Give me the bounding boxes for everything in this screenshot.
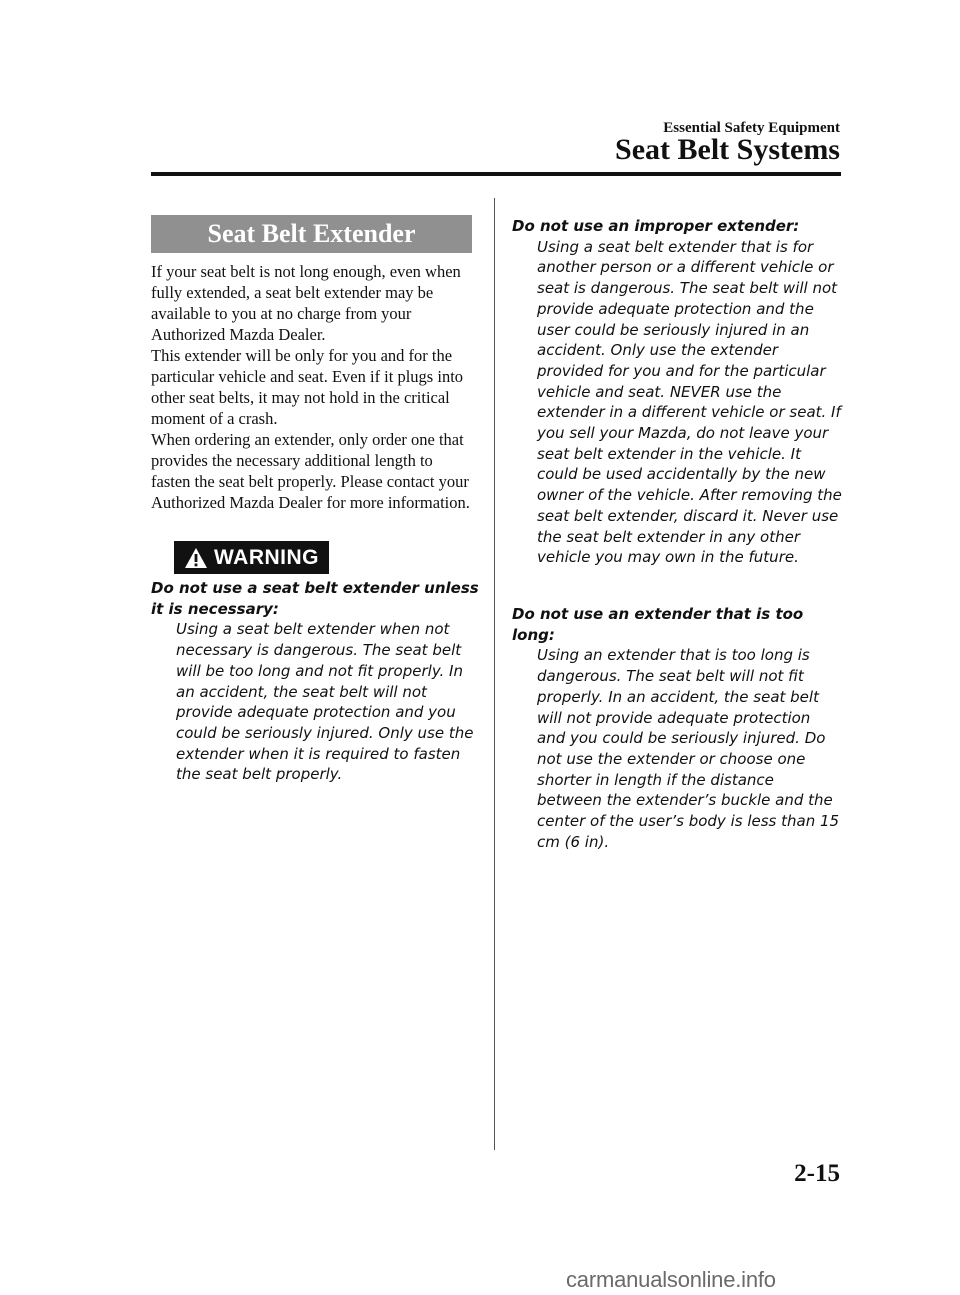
section-header-title: Seat Belt Systems — [615, 133, 840, 166]
warning-item — [512, 216, 842, 568]
warning-triangle-icon — [184, 547, 208, 569]
warning-item-title: Do not use an improper extender: — [512, 217, 800, 235]
warning-item-text: Using an extender that is too long is dangerous. The seat belt will not fit properly. In an accident, the seat belt will not provide adequate protection and you could be seriously injured. Do not use the extender or choose one shorter in length if the distance between the extender’s buckle and the center of the user’s body is less than 15 cm (6 in). — [537, 646, 840, 851]
warning-item — [151, 578, 481, 785]
intro-paragraph: When ordering an extender, only order one that provides the necessary additional length to fasten the seat belt properly. Please contact your Authorized Mazda Dealer for more information. — [151, 430, 470, 512]
intro-paragraph: This extender will be only for you and for the particular vehicle and seat. Even if it plugs into other seat belts, it may not hold in the critical moment of a crash. — [151, 346, 464, 428]
footer-watermark-url: carmanualsonline.info — [566, 1267, 776, 1292]
chapter-title: Essential Safety Equipment — [663, 120, 840, 136]
intro-paragraph: If your seat belt is not long enough, even when fully extended, a seat belt extender may be available to you at no charge from your Authorized Mazda Dealer. — [151, 262, 461, 344]
warning-item-title: Do not use an extender that is too long: — [512, 605, 804, 644]
section-title: Seat Belt Extender — [151, 215, 472, 253]
warning-item-text: Using a seat belt extender when not necessary is dangerous. The seat belt will be too long and not fit properly. In an accident, the seat belt will not provide adequate protection and you could be seriously injured. Only use the extender when it is required to fasten the seat belt properly. — [176, 620, 474, 784]
page-number: 2-15 — [794, 1160, 840, 1187]
column-divider — [494, 198, 495, 1150]
warning-item-title: Do not use a seat belt extender unless it is necessary: — [151, 579, 479, 618]
warning-banner — [174, 541, 329, 574]
intro-text — [151, 261, 476, 513]
warning-item-text: Using a seat belt extender that is for another person or a different vehicle or seat is dangerous. The seat belt will not provide adequate protection and the user could be seriously injured in an accident. Only use the extender provided for you and for the particular vehicle and seat. NEVER use the extender in a different vehicle or seat. If you sell your Mazda, do not leave your seat belt extender in the vehicle. It could be used accidentally by the new owner of the vehicle. After removing the seat belt extender, discard it. Never use the seat belt extender in any other vehicle you may own in the future. — [537, 237, 842, 567]
header-divider — [151, 172, 841, 176]
warning-label: WARNING — [214, 545, 319, 569]
warning-item — [512, 604, 842, 852]
